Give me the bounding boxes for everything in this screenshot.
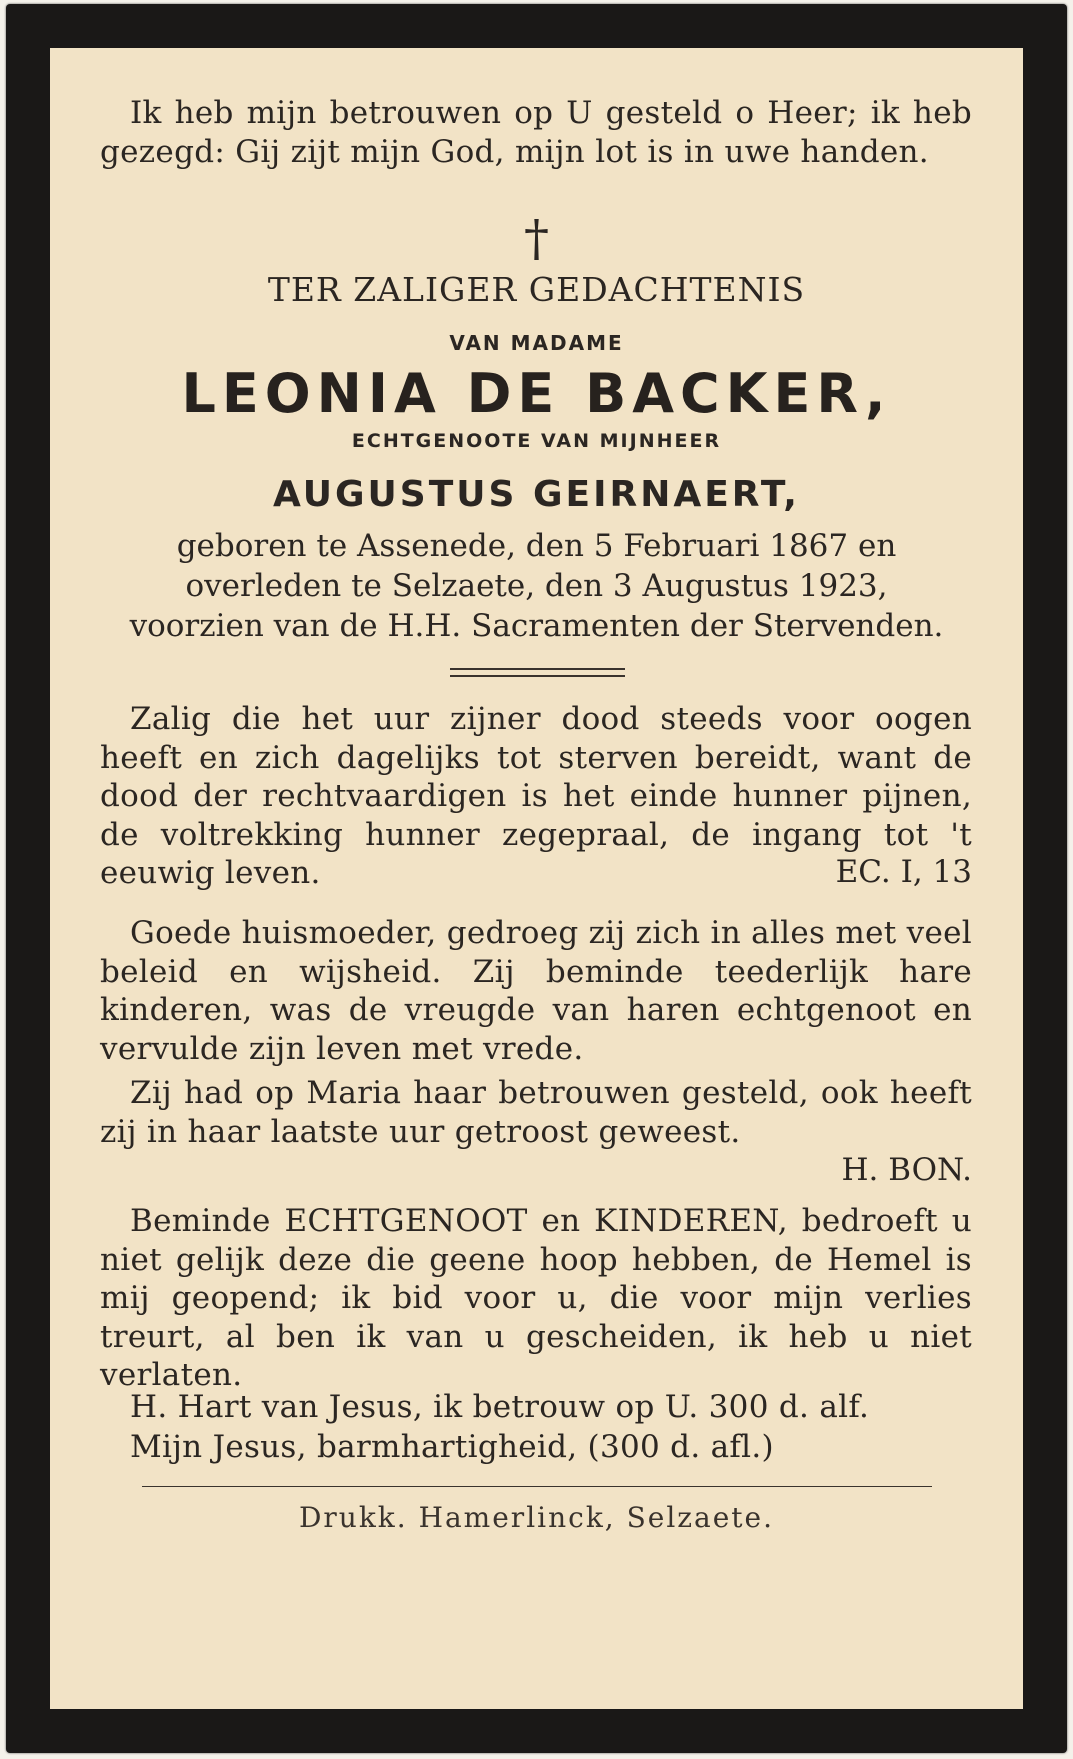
deceased-name: LEONIA DE BACKER,	[181, 362, 892, 425]
memorial-heading: TER ZALIGER GEDACHTENIS	[267, 270, 806, 309]
paragraph-maria: Zij had op Maria haar betrouwen gesteld, ook heeft zij in haar laatste uur getroost geweest.	[100, 1075, 972, 1150]
spouse-name: AUGUSTUS GEIRNAERT,	[273, 474, 800, 515]
memorial-subheading: VAN MADAME	[449, 331, 624, 355]
psalm-verse: Ik heb mijn betrouwen op U gesteld o Heer; ik heb gezegd: Gij zijt mijn God, mijn lot is in uwe handen.	[100, 95, 972, 170]
paragraph-housewife: Goede huismoeder, gedroeg zij zich in alles met veel beleid en wijsheid. Zij beminde teederlijk hare kinderen, was de vreugde van haren echtgenoot en vervulde zijn leven met vrede.	[100, 915, 972, 1067]
spouse-intro: ECHTGENOOTE VAN MIJNHEER	[351, 430, 722, 452]
printer-credit: Drukk. Hamerlinck, Selzaete.	[298, 1501, 775, 1534]
footer-divider	[142, 1486, 932, 1487]
paragraph-maria-reference: H. BON.	[841, 1152, 972, 1188]
paragraph-beatitude-reference: EC. I, 13	[835, 854, 972, 890]
prayer-sacred-heart: H. Hart van Jesus, ik betrouw op U. 300 d. alf.	[130, 1389, 870, 1425]
cross-icon: †	[524, 209, 549, 267]
memorial-card-border	[6, 4, 1067, 1753]
life-line-sacraments: voorzien van de H.H. Sacramenten der Stervenden.	[129, 608, 944, 644]
memorial-card-paper	[50, 48, 1023, 1709]
paragraph-beatitude: Zalig die het uur zijner dood steeds voor oogen heeft en zich dagelijks tot sterven bereidt, want de dood der rechtvaardigen is het einde hunner pijnen, de voltrekking hunner zegepraal, de ingang tot 't eeuwig leven.	[100, 701, 972, 891]
divider-bottom	[450, 675, 625, 677]
prayer-mercy: Mijn Jesus, barmhartigheid, (300 d. afl.)	[130, 1429, 774, 1465]
life-line-death: overleden te Selzaete, den 3 Augustus 1923,	[185, 568, 888, 604]
divider-top	[450, 668, 625, 670]
paragraph-farewell: Beminde ECHTGENOOT en KINDEREN, bedroeft u niet gelijk deze die geene hoop hebben, de Hemel is mij geopend; ik bid voor u, die voor mijn verlies treurt, al ben ik van u gescheiden, ik heb u niet verlaten.	[100, 1203, 972, 1393]
life-line-birth: geboren te Assenede, den 5 Februari 1867 en	[176, 528, 897, 564]
